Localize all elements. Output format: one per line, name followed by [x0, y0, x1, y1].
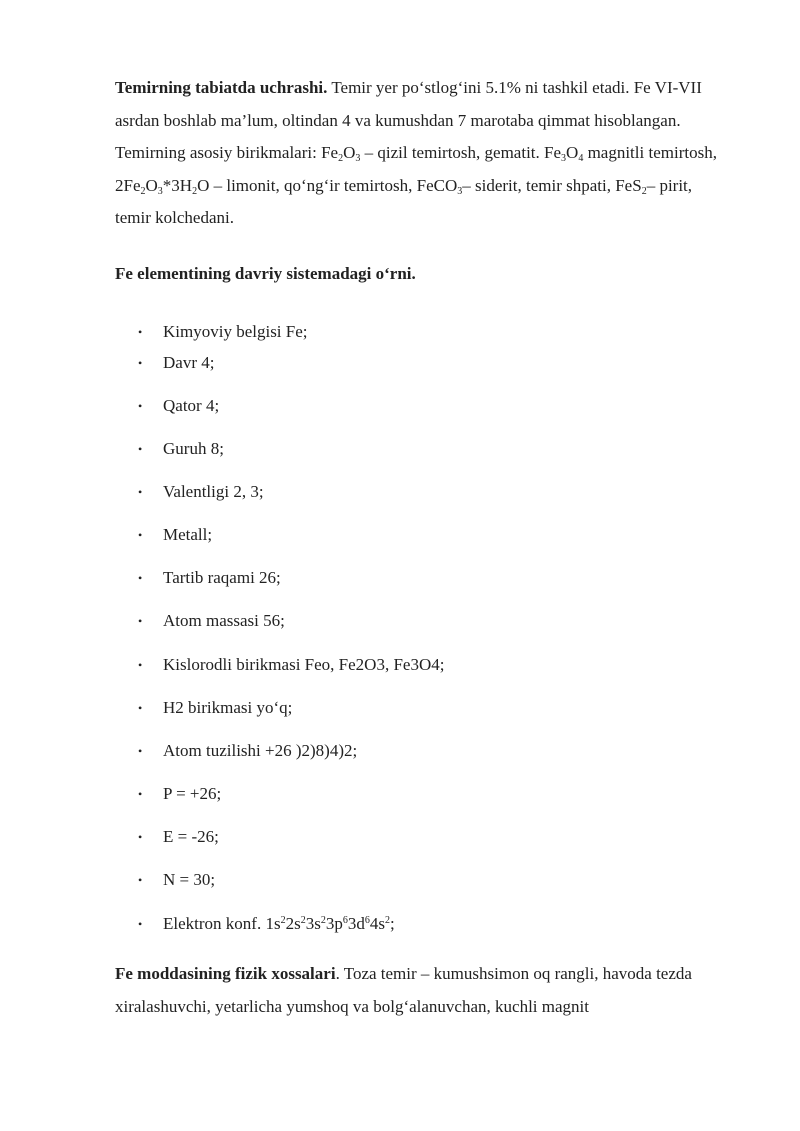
- bullet: •: [138, 830, 143, 844]
- list-item-text: Kimyoviy belgisi Fe;: [163, 322, 308, 341]
- bullet: •: [138, 787, 143, 801]
- text-run: Temir yer po‘stlog‘ini 5.1% ni tashkil etadi. Fe VI-VII asrdan boshlab ma’lum, oltindan 4 va kumushdan 7 marotaba qimmat hisoblangan. Temirning asosiy birikmalari: Fe: [115, 78, 702, 162]
- superscript: 2: [300, 915, 306, 926]
- text-run: 3s: [305, 914, 321, 933]
- text-run: O: [566, 143, 579, 162]
- text-run: ;: [389, 914, 395, 933]
- list-item-text: H2 birikmasi yo‘q;: [163, 698, 293, 717]
- list-item-text: N = 30;: [163, 870, 216, 889]
- text-run: O: [343, 143, 356, 162]
- text-run: 4s: [369, 914, 385, 933]
- subscript: 2: [641, 185, 647, 197]
- list-item-text: Atom massasi 56;: [163, 611, 285, 630]
- subscript: 4: [578, 153, 584, 164]
- subscript: 2: [140, 185, 146, 197]
- list-item-text: P = +26;: [163, 784, 222, 803]
- subscript: 3: [157, 185, 163, 197]
- bullet: •: [138, 658, 143, 672]
- text-run: – qizil temirtosh, gematit. Fe: [360, 143, 562, 162]
- list-item-text: Qator 4;: [163, 396, 220, 415]
- list-item-text: E = -26;: [163, 827, 219, 846]
- text-run: *3H: [162, 175, 193, 195]
- subscript: 2: [338, 153, 344, 164]
- heading-occurrence: Temirning tabiatda uchrashi.: [115, 78, 328, 97]
- subscript: 3: [561, 153, 567, 164]
- paragraph-occurrence: [115, 72, 725, 235]
- superscript: 2: [320, 915, 326, 926]
- bullet: •: [138, 442, 143, 456]
- text-run: 3d: [347, 914, 365, 933]
- list-item-text: Guruh 8;: [163, 439, 224, 458]
- bullet: •: [138, 528, 143, 542]
- text-run: Elektron konf. 1s: [163, 914, 281, 933]
- superscript: 6: [342, 915, 348, 926]
- superscript: 2: [280, 915, 286, 926]
- text-run: – siderit, temir shpati, FeS: [462, 175, 642, 195]
- list-item-text: Atom tuzilishi +26 )2)8)4)2;: [163, 741, 358, 760]
- bullet: •: [138, 701, 143, 715]
- heading-physical-properties: Fe moddasining fizik xossalari: [115, 964, 336, 983]
- text-run: O: [145, 175, 158, 195]
- text-run: 3p: [325, 914, 343, 933]
- subscript: 3: [355, 153, 361, 164]
- bullet: •: [138, 917, 143, 931]
- bullet: •: [138, 614, 143, 628]
- list-item-text: Tartib raqami 26;: [163, 568, 281, 587]
- heading-periodic-position: Fe elementining davriy sistemadagi o‘rni.: [115, 264, 416, 283]
- text-run: . Toza temir – kumushsimon oq rangli, havoda tezda xiralashuvchi, yetarlicha yumshoq va bolg‘alanuvchan, kuchli magnit: [115, 964, 692, 1016]
- bullet: •: [138, 744, 143, 758]
- superscript: 2: [384, 915, 390, 926]
- list-item-text: Metall;: [163, 525, 213, 544]
- bullet: •: [138, 399, 143, 413]
- paragraph-physical-properties: [115, 958, 725, 1023]
- bullet: •: [138, 485, 143, 499]
- list-item-text: Kislorodli birikmasi Feo, Fe2O3, Fe3O4;: [163, 655, 445, 674]
- text-run: magnitli temirtosh, 2Fe: [115, 143, 717, 195]
- subscript: 2: [192, 185, 198, 197]
- superscript: 6: [364, 915, 370, 926]
- bullet: •: [138, 571, 143, 585]
- list-item-electron-config: [163, 913, 395, 935]
- text-run: O – limonit, qo‘ng‘ir temirtosh, FeCO: [197, 175, 458, 195]
- bullet: •: [138, 873, 143, 887]
- subscript: 3: [457, 185, 463, 197]
- list-item-text: Davr 4;: [163, 353, 215, 372]
- list-item-text: Valentligi 2, 3;: [163, 482, 264, 501]
- bullet: •: [138, 325, 143, 339]
- bullet: •: [138, 356, 143, 370]
- text-run: – pirit, temir kolchedani.: [115, 175, 693, 227]
- text-run: 2s: [285, 914, 301, 933]
